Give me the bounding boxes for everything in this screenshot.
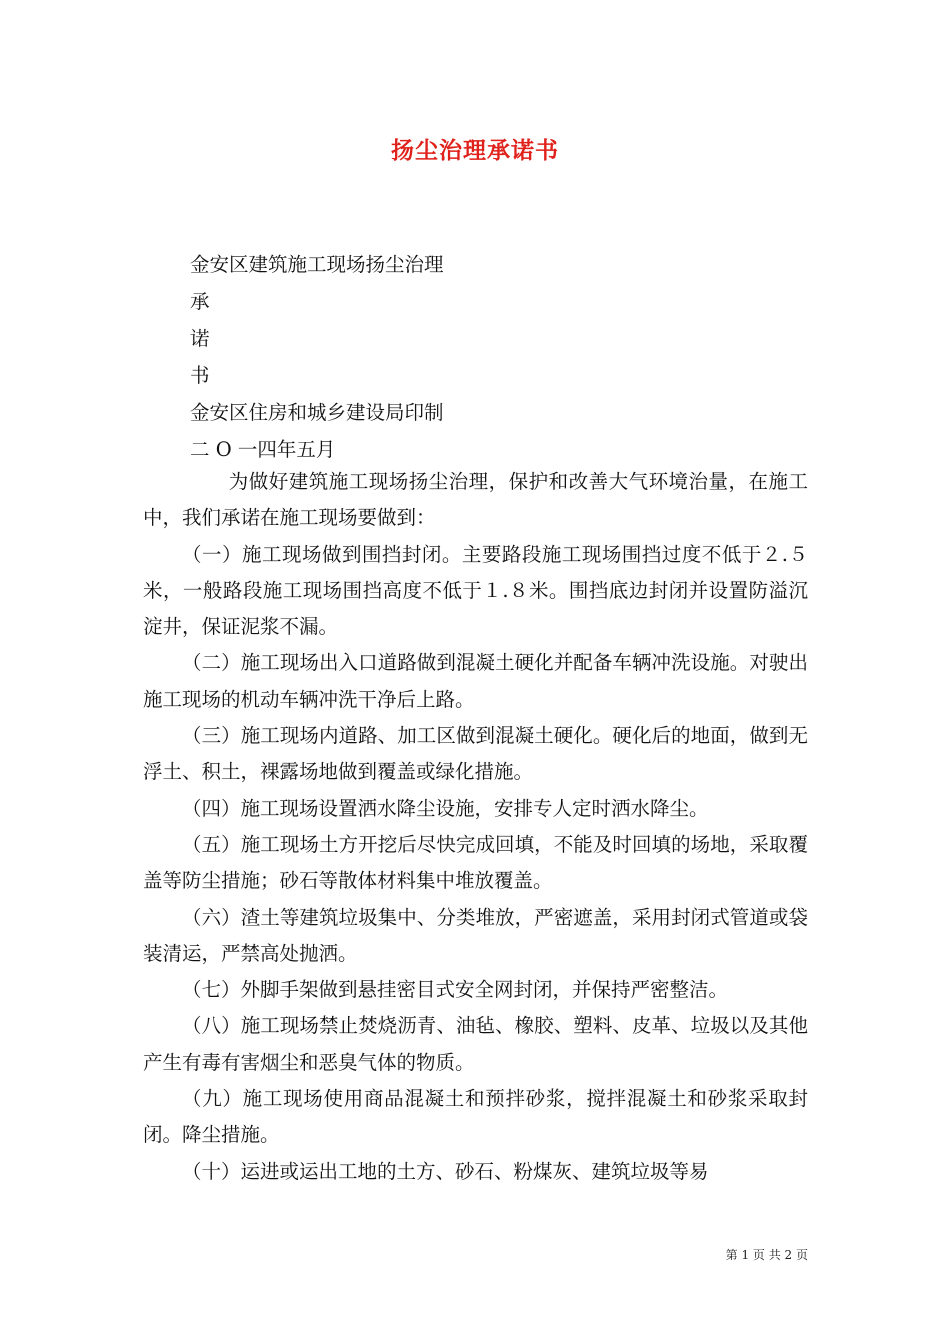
commitment-item-7: （七）外脚手架做到悬挂密目式安全网封闭，并保持严密整洁。 (182, 978, 729, 1002)
commitment-item-6: （六）渣土等建筑垃圾集中、分类堆放，严密遮盖，采用封闭式管道或袋装清运，严禁高处抛洒。 (143, 905, 808, 965)
commitment-item-8: （八）施工现场禁止焚烧沥青、油毡、橡胶、塑料、皮革、垃圾以及其他产生有毒有害烟尘和恶臭气体的物质。 (143, 1014, 808, 1074)
commitment-item-1: （一）施工现场做到围挡封闭。主要路段施工现场围挡过度不低于２.５米，一般路段施工现场围挡高度不低于１.８米。围挡底边封闭并设置防溢沉淀井，保证泥浆不漏。 (143, 542, 808, 639)
cover-line-char-2: 诺 (190, 327, 210, 350)
cover-line-printer: 金安区住房和城乡建设局印制 (190, 401, 444, 424)
commitment-item-5: （五）施工现场土方开挖后尽快完成回填，不能及时回填的场地，采取覆盖等防尘措施；砂石等散体材料集中堆放覆盖。 (143, 832, 808, 893)
cover-line-char-3: 书 (190, 364, 210, 387)
cover-line-org: 金安区建筑施工现场扬尘治理 (190, 253, 444, 276)
commitment-item-9: （九）施工现场使用商品混凝土和预拌砂浆，搅拌混凝土和砂浆采取封闭。降尘措施。 (143, 1087, 808, 1147)
page-number: 第 1 页 共 2 页 (725, 1248, 808, 1262)
cover-line-char-1: 承 (190, 290, 210, 313)
cover-line-date: 二 O 一四年五月 (190, 438, 336, 461)
commitment-item-4: （四）施工现场设置洒水降尘设施，安排专人定时洒水降尘。 (182, 796, 709, 820)
document-title: 扬尘治理承诺书 (391, 137, 559, 164)
cover-block (190, 246, 444, 468)
intro-paragraph: 为做好建筑施工现场扬尘治理，保护和改善大气环境治量，在施工中，我们承诺在施工现场要做到： (143, 470, 808, 530)
commitment-item-10: （十）运进或运出工地的土方、砂石、粉煤灰、建筑垃圾等易 (182, 1159, 709, 1183)
document-body (143, 464, 808, 1190)
commitment-item-2: （二）施工现场出入口道路做到混凝土硬化并配备车辆冲洗设施。对驶出施工现场的机动车辆冲洗干净后上路。 (143, 651, 808, 711)
commitment-item-3: （三）施工现场内道路、加工区做到混凝土硬化。硬化后的地面，做到无浮土、积土，裸露场地做到覆盖或绿化措施。 (143, 724, 808, 784)
